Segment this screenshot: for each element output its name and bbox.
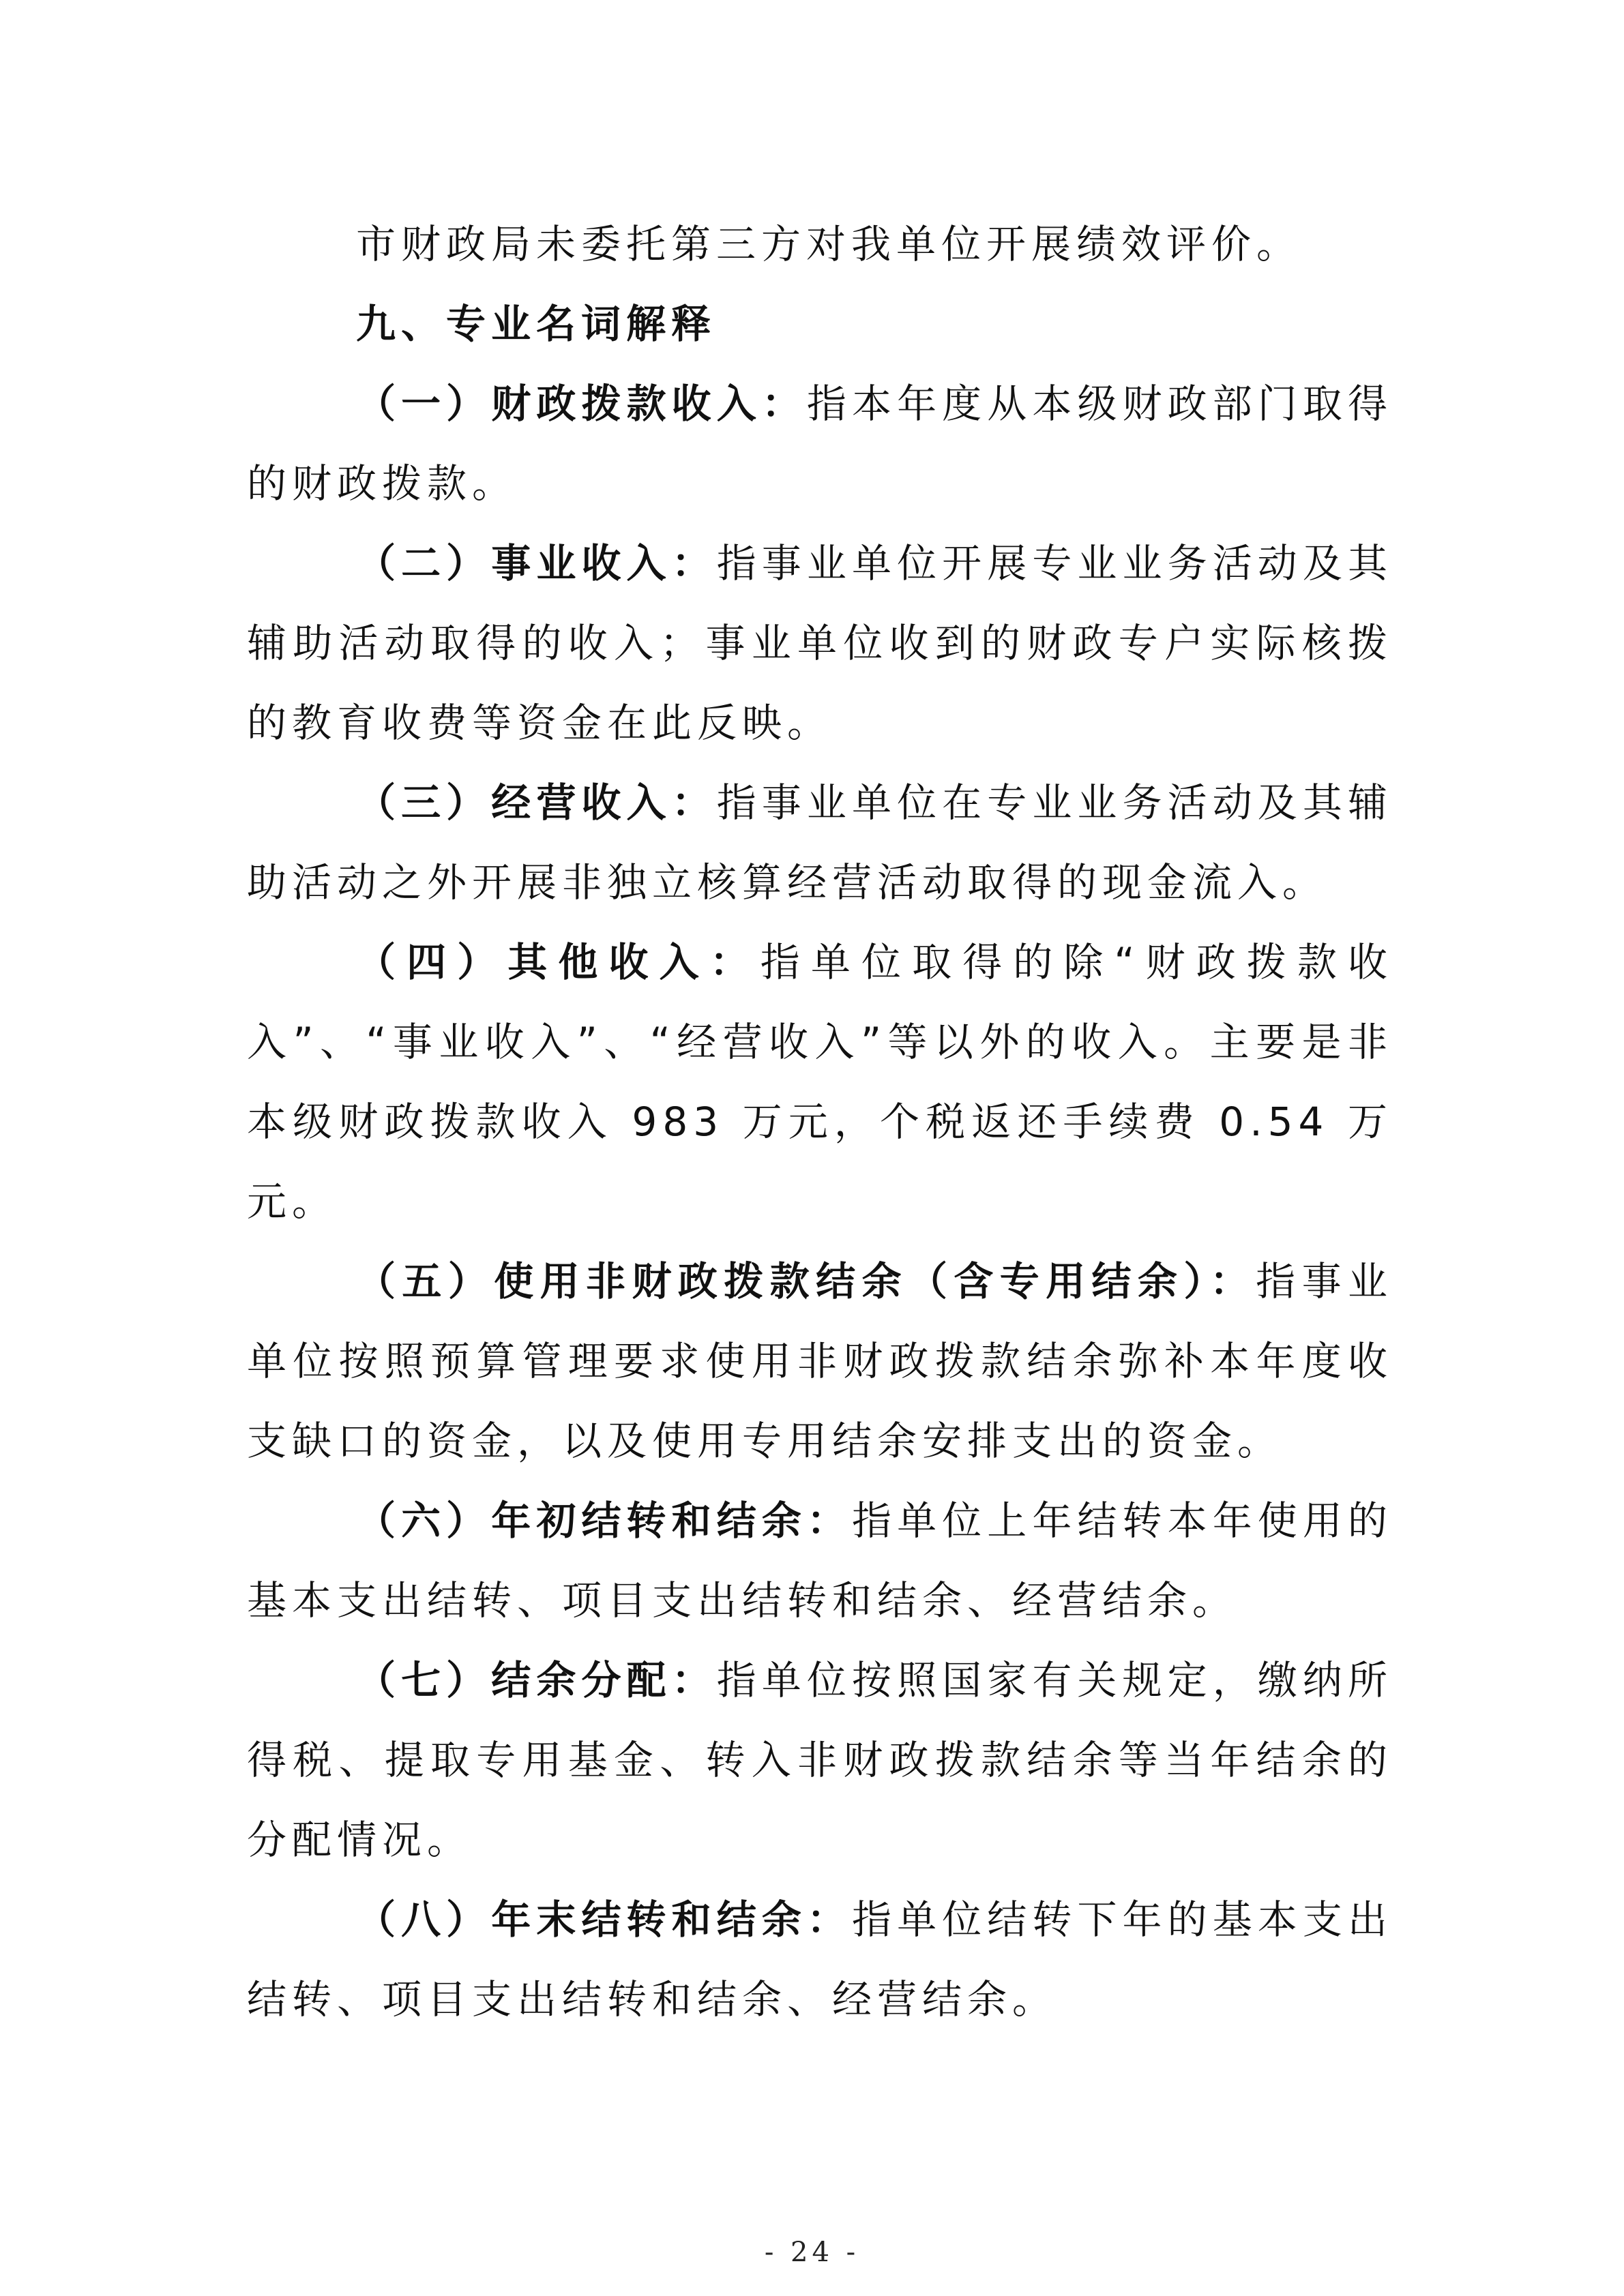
- definition-paragraph-6: [247, 1481, 1393, 1641]
- definition-paragraph-7: [247, 1641, 1393, 1880]
- definition-paragraph-3: [247, 763, 1393, 923]
- definition-paragraph-4: [247, 923, 1393, 1242]
- definition-term: （六）年初结转和结余：: [356, 1497, 852, 1544]
- definition-text: 指单位上年结转本年使用的基本支出结转、项目支出结转和结余、经营结余。: [247, 1497, 1393, 1624]
- definition-term: （八）年末结转和结余：: [356, 1896, 852, 1943]
- definition-term: （一）财政拨款收入：: [356, 381, 807, 427]
- definition-term: （七）结余分配：: [356, 1657, 717, 1703]
- definition-text: 指事业单位按照预算管理要求使用非财政拨款结余弥补本年度收支缺口的资金，以及使用专用结余安排支出的资金。: [247, 1258, 1393, 1464]
- definition-paragraph-2: [247, 524, 1393, 763]
- definition-text: 指单位按照国家有关规定，缴纳所得税、提取专用基金、转入非财政拨款结余等当年结余的分配情况。: [247, 1657, 1393, 1863]
- section-heading: 九、专业名词解释: [356, 301, 717, 347]
- definition-term: （三）经营收入：: [356, 779, 717, 826]
- definition-paragraph-8: [247, 1880, 1393, 2040]
- intro-paragraph: 市财政局未委托第三方对我单位开展绩效评价。: [356, 221, 1302, 267]
- document-body: [247, 205, 1393, 2040]
- definition-term: （四）其他收入：: [356, 939, 761, 985]
- definition-text: 指事业单位在专业业务活动及其辅助活动之外开展非独立核算经营活动取得的现金流入。: [247, 779, 1393, 906]
- definition-term: （五）使用非财政拨款结余（含专用结余）：: [356, 1258, 1256, 1304]
- definition-paragraph-1: [247, 364, 1393, 524]
- definition-term: （二）事业收入：: [356, 540, 717, 586]
- page-number: - 24 -: [764, 2237, 860, 2268]
- definition-text: 指事业单位开展专业业务活动及其辅助活动取得的收入；事业单位收到的财政专户实际核拨的教育收费等资金在此反映。: [247, 540, 1393, 746]
- definition-text: 指单位结转下年的基本支出结转、项目支出结转和结余、经营结余。: [247, 1896, 1393, 2023]
- definition-text: 指单位取得的除“财政拨款收入”、“事业收入”、“经营收入”等以外的收入。主要是非本级财政拨款收入 983 万元，个税返还手续费 0.54 万元。: [247, 939, 1393, 1225]
- definition-text: 指本年度从本级财政部门取得的财政拨款。: [247, 381, 1393, 507]
- definition-paragraph-5: [247, 1242, 1393, 1481]
